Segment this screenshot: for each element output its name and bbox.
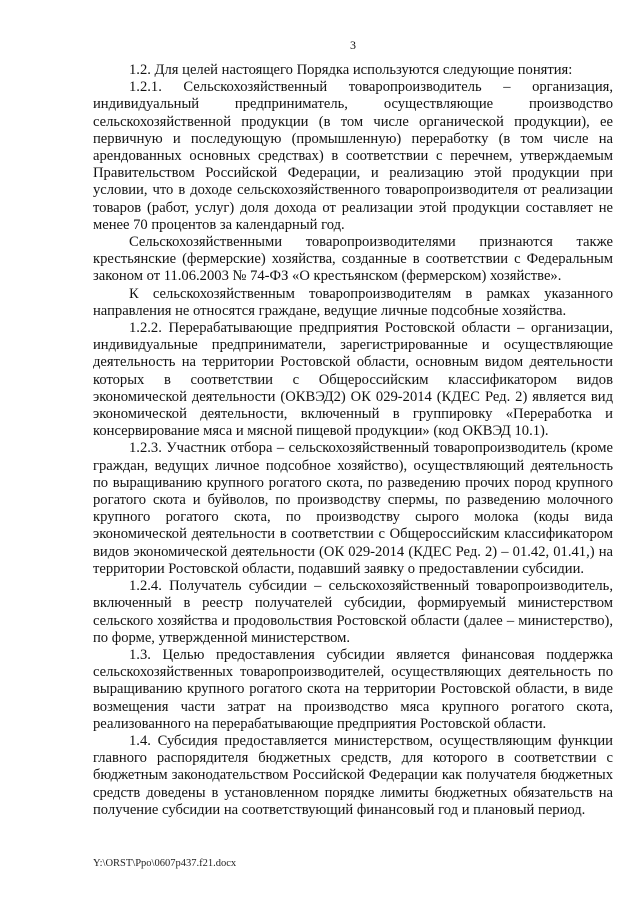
paragraph-producers-recognized: Сельскохозяйственными товаропроизводителями признаются также крестьянские (фермерские) хозяйства, созданные в соответствии с Федеральным законом от 11.06.2003 № 74-ФЗ «О крестьянском (фермерском) хозяйстве». xyxy=(93,234,613,285)
footer-file-path: Y:\ORST\Ppo\0607p437.f21.docx xyxy=(93,858,237,869)
paragraph-1-2-1: 1.2.1. Сельскохозяйственный товаропроизводитель – организация, индивидуальный предприниматель, осуществляющие производство сельскохозяйственной продукции (в том числе органической продукции), ее первичную и последующую (промышленную) переработку (в том числе на арендованных основных средствах) в соответствии с перечнем, утверждаемым Правительством Российской Федерации, и реализацию этой продукции при условии, что в доходе сельскохозяйственного товаропроизводителя от реализации товаров (работ, услуг) доля дохода от реализации этой продукции составляет не менее 70 процентов за календарный год. xyxy=(93,79,613,233)
paragraph-1-2-3: 1.2.3. Участник отбора – сельскохозяйственный товаропроизводитель (кроме граждан, ведущих личное подсобное хозяйство), осуществляющий деятельность по выращиванию крупного рогатого скота, по разведению прочих пород крупного рогатого скота и буйволов, по производству спермы, по разведению молочного крупного рогатого скота, по производству сырого молока (коды вида экономической деятельности в соответствии с Общероссийским классификатором видов экономической деятельности (ОК 029-2014 (КДЕС Ред. 2) – 01.42, 01.41,) на территории Ростовской области, подавший заявку о предоставлении субсидии. xyxy=(93,440,613,577)
page-number: 3 xyxy=(350,38,356,52)
paragraph-1-2: 1.2. Для целей настоящего Порядка используются следующие понятия: xyxy=(129,62,573,78)
paragraph-1-2-2: 1.2.2. Перерабатывающие предприятия Ростовской области – организации, индивидуальные предприниматели, зарегистрированные и осуществляющие деятельность на территории Ростовской области, основным видом деятельности которых в соответствии с Общероссийским классификатором видов экономической деятельности (ОКВЭД2) ОК 029-2014 (КДЕС Ред. 2) является вид экономической деятельности, включенный в группировку «Переработка и консервирование мяса и мясной пищевой продукции» (код ОКВЭД 10.1). xyxy=(93,320,613,440)
document-body xyxy=(93,62,613,819)
paragraph-1-4: 1.4. Субсидия предоставляется министерством, осуществляющим функции главного распорядителя бюджетных средств, для которого в соответствии с бюджетным законодательством Российской Федерации как получателя бюджетных средств доведены в установленном порядке лимиты бюджетных обязательств на получение субсидии на соответствующий финансовый год и плановый период. xyxy=(93,732,613,818)
paragraph-1-2-4: 1.2.4. Получатель субсидии – сельскохозяйственный товаропроизводитель, включенный в реестр получателей субсидии, формируемый министерством сельского хозяйства и продовольствия Ростовской области (далее – министерство), по форме, утвержденной министерством. xyxy=(93,578,613,646)
paragraph-1-3: 1.3. Целью предоставления субсидии является финансовая поддержка сельскохозяйственных товаропроизводителей, осуществляющих деятельность по выращиванию крупного рогатого скота на территории Ростовской области, в виде возмещения части затрат на производство мяса крупного рогатого скота, реализованного на перерабатывающие предприятия Ростовской области. xyxy=(93,646,613,732)
paragraph-producers-excluded: К сельскохозяйственным товаропроизводителям в рамках указанного направления не относятся граждане, ведущие личные подсобные хозяйства. xyxy=(93,285,613,319)
